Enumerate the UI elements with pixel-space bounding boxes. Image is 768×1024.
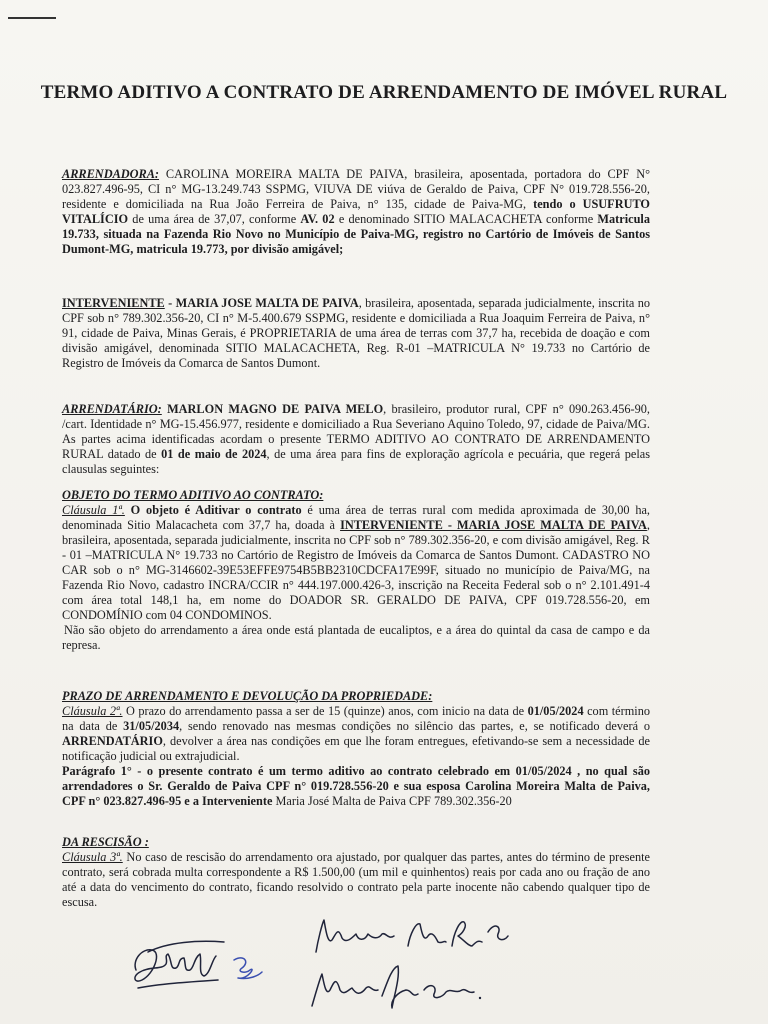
handwritten-signature-carolina [128,930,238,1000]
section-prazo [62,689,650,809]
handwritten-signature-maria [308,960,488,1014]
prazo-start-date: 01/05/2024 [527,704,584,718]
handwritten-signature-marlon [312,912,512,964]
objeto-bold-1: O objeto é Aditivar o contrato [124,503,302,517]
section-arrendatario [62,402,650,477]
prazo-text-4: , devolver a área nas condições em que lhe foram entregues, efetivando-se sem a necessidade de notificação judicial ou extrajudicial. [62,734,650,763]
arrendadora-usufruto: tendo o USUFRUTO VITALÍCIO [62,197,651,226]
interveniente-name: - MARIA JOSE MALTA DE PAIVA [164,296,359,310]
arrendatario-text-1: , brasileiro, produtor rural, CPF n° 090.263.456-90, /cart. Identidade n° MG-15.456.977, residente e domiciliado a Rua Severiano Aquino Toledo, 97, cidade de Paiva/MG. As partes acima identificadas acordam o presente TERMO ADITIVO AO CONTRATO DE ARRENDAMENTO RURAL datado de [62,402,650,461]
prazo-clause: Cláusula 2ª. [62,704,123,718]
rescisao-text: No caso de rescisão do arrendamento ora ajustado, por qualquer das partes, antes do término de presente contrato, será cobrada multa correspondente a R$ 1.500,00 (um mil e quinhentos) reais por cada ano ou fração de ano até a data do vencimento do contrato, ficando resolvido o contrato pela parte inocente não cabendo qualquer tipo de escusa. [62,850,650,909]
prazo-text-3: , sendo renovado nas mesmas condições no silêncio das partes, e, se notificado deverá o [179,719,650,733]
section-interveniente [62,296,650,371]
handwritten-initials-blue [228,950,268,986]
document-title: TERMO ADITIVO A CONTRATO DE ARRENDAMENTO DE IMÓVEL RURAL [40,82,728,103]
prazo-paragrafo: Parágrafo 1° - o presente contrato é um termo aditivo ao contrato celebrado em 01/05/2024 , no qual são arrendadores o Sr. Geraldo de Paiva CPF n° 019.728.556-20 e sua esposa Carolina Moreira Malta de Paiva, CPF n° 023.827.496-95 e a Interveniente [62,764,650,808]
arrendadora-text-1: CAROLINA MOREIRA MALTA DE PAIVA, brasileira, aposentada, portadora do CPF N° 023.827.496-95, CI n° MG-13.249.743 SSPMG, VIUVA DE viúva de Geraldo de Paiva, CPF N° 019.728.556-20, residente e domiciliada na Rua João Ferreira de Paiva, n° 135, cidade de Paiva-MG, [62,167,650,211]
arrendadora-label: ARRENDADORA: [62,167,160,181]
prazo-text-2: com término na data de [62,704,650,733]
objeto-clause: Cláusula 1ª. [62,503,125,517]
arrendadora-text-2: de uma área de 37,07, conforme [128,212,301,226]
prazo-text-5: Maria José Malta de Paiva CPF 789.302.356-20 [272,794,512,808]
interveniente-label: INTERVENIENTE [62,296,165,310]
objeto-text-1: é uma área de terras rural com medida aproximada de 30,00 ha, denominada Sitio Malacacheta com 37,7 ha, doada à [62,503,651,532]
arrendatario-text-2: , de uma área para fins de exploração agrícola e pecuária, que regerá pelas clausulas seguintes: [62,447,650,476]
prazo-heading: PRAZO DE ARRENDAMENTO E DEVOLUÇÃO DA PROPRIEDADE: [62,689,433,703]
objeto-heading: OBJETO DO TERMO ADITIVO AO CONTRATO: [62,488,324,502]
objeto-interveniente: INTERVENIENTE - MARIA JOSE MALTA DE PAIVA [340,518,647,532]
rescisao-heading: DA RESCISÃO : [62,835,149,849]
objeto-note: Não são objeto do arrendamento a área onde está plantada de eucaliptos, e a área do quintal da casa de campo e da represa. [62,623,650,652]
arrendadora-text-3: e denominado SITIO MALACACHETA conforme [334,212,598,226]
corner-mark [8,17,56,19]
section-objeto [62,488,650,653]
prazo-arrendatario: ARRENDATÁRIO [62,734,163,748]
arrendatario-label: ARRENDATÁRIO: [62,402,162,416]
section-arrendadora [62,167,650,257]
objeto-text-2: , brasileira, aposentada, separada judicialmente, inscrita no CPF sob n° 789.302.356-20, e com divisão amigável, Reg. R - 01 –MATRICULA N° 19.733 no Cartório de Registro de Imóveis da Comarca de Santos Dumont. CADASTRO NO CAR sob o n° MG-3146602-39E53EFFE9754B5BB2310CDCFA17E99F, situado no município de Paiva/MG, na Fazenda Rio Novo, cadastro INCRA/CCIR n° 444.197.000.426-3, inscrição na Receita Federal sob o n° 2.101.491-4 com área total 148,1 ha, em nome do DOADOR SR. GERALDO DE PAIVA, CPF 019.728.556-20, em CONDOMÍNIO com 04 CONDOMINOS. [62,518,650,622]
section-rescisao [62,835,650,910]
prazo-text-1: O prazo do arrendamento passa a ser de 15 (quinze) anos, com inicio na data de [122,704,528,718]
arrendatario-name: MARLON MAGNO DE PAIVA MELO [161,402,384,416]
prazo-end-date: 31/05/2034 [123,719,180,733]
rescisao-clause: Cláusula 3ª. [62,850,123,864]
arrendadora-matricula: Matricula 19.733, situada na Fazenda Rio Novo no Município de Paiva-MG, registro no Cartório de Imóveis de Santos Dumont-MG, matricula 19.773, por divisão amigável; [62,212,650,256]
arrendadora-av: AV. 02 [300,212,335,226]
interveniente-text: , brasileira, aposentada, separada judicialmente, inscrita no CPF sob n° 789.302.356-20, CI n° M-5.400.679 SSPMG, residente e domiciliada a Rua Joaquim Ferreira de Paiva, n° 91, cidade de Paiva, Minas Gerais, é PROPRIETARIA de uma área de terras com 37,7 ha, recebida de doação e com divisão amigável, denominada SITIO MALACACHETA, Reg. R-01 –MATRICULA N° 19.733 no Cartório de Registro de Imóveis da Comarca de Santos Dumont. [62,296,650,370]
arrendatario-date: 01 de maio de 2024 [161,447,267,461]
